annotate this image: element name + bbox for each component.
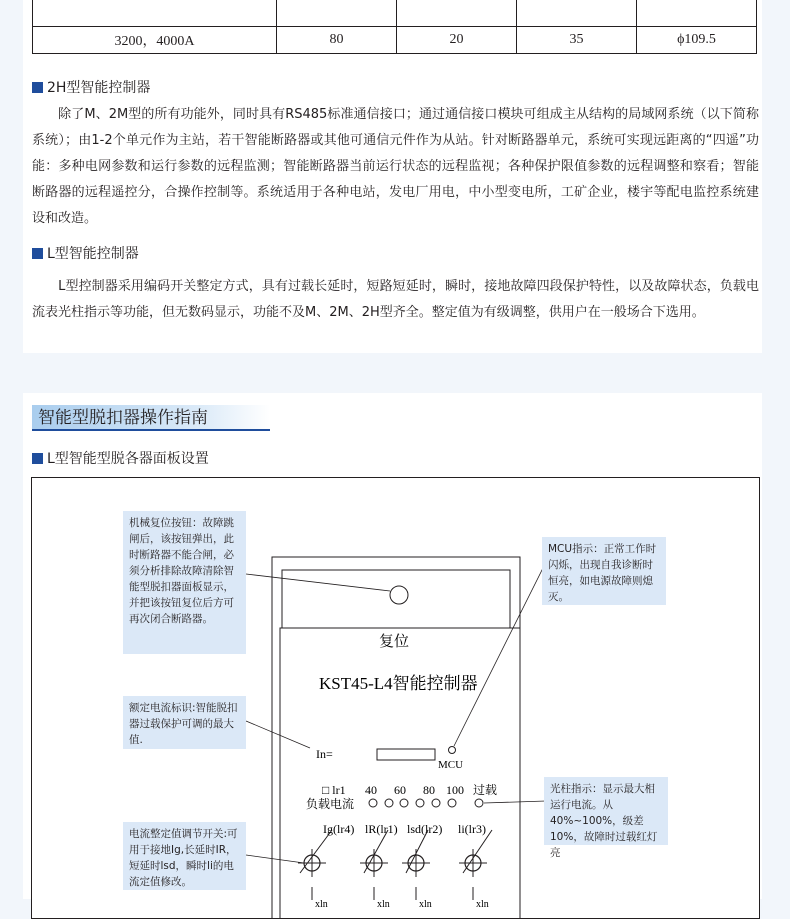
dial-label: li(lr3) [458, 822, 486, 836]
table-row [33, 0, 757, 27]
note-dial-switch: 电流整定值调节开关:可用于接地Ig,长延时IR，短延时lsd，瞬时li的电流定值修改。 [123, 822, 246, 890]
paragraph-l: L型控制器采用编码开关整定方式，具有过载长延时，短路短延时，瞬时，接地故障四段保护特性，以及故障状态，负载电流表光柱指示等功能，但无数码显示，功能不及M、2M、2H型齐全。整定值为有级调整，供用户在一般场合下选用。 [32, 279, 759, 320]
xln-label: xln [419, 899, 432, 910]
scale-prefix: □ lr1 [322, 783, 346, 797]
load-current-label: 负载电流 [306, 797, 355, 811]
reset-label: 复位 [379, 634, 410, 650]
section-heading-2h: 2H型智能控制器 [32, 77, 150, 97]
panel-subheading: L型智能型脱各器面板设置 [32, 448, 209, 468]
scale-tick: 60 [394, 783, 406, 797]
xln-label: xln [476, 899, 489, 910]
reset-knob-icon [390, 586, 408, 604]
table-cell: 35 [517, 27, 637, 54]
guide-title: 智能型脱扣器操作指南 [32, 405, 270, 431]
table-row [33, 27, 757, 54]
note-bar-indicator: 光柱指示：显示最大相运行电流。从40%~100%，级差10%，故障时过载红灯亮 [544, 777, 668, 845]
scale-tick: 100 [446, 783, 464, 797]
scale-tick: 过载 [473, 783, 498, 797]
square-bullet-icon [32, 248, 43, 259]
note-mcu: MCU指示：正常工作时闪烁，出现自我诊断时恒亮，如电源故障则熄灭。 [542, 537, 666, 605]
dial-label: lsd(lr2) [407, 822, 443, 836]
scale-tick: 80 [423, 783, 435, 797]
dial-label: Ig(lr4) [323, 822, 355, 836]
paragraph-2h: 除了M、2M型的所有功能外，同时具有RS485标准通信接口；通过通信接口模块可组成主从结构的局域网系统（以下简称系统）；由1-2个单元作为主站，若干智能断路器或其他可通信元件作为从站。针对断路器单元，系统可实现远距离的“四遥”功能：多种电网参数和运行参数的远程监测；智能断路器当前运行状态的远程监视；各种保护限值参数的远程调整和察看；智能断路器的远程遥控分，合操作控制等。系统适用于各种电站，发电厂用电，中小型变电所，工矿企业，楼宇等配电监控系统建设和改造。 [32, 107, 759, 226]
square-bullet-icon [32, 453, 43, 464]
table-cell: ϕ109.5 [637, 27, 757, 54]
xln-label: xln [377, 899, 390, 910]
in-label: In= [316, 747, 333, 761]
panel-diagram [31, 477, 760, 919]
table-cell: 20 [397, 27, 517, 54]
scale-tick: 40 [365, 783, 377, 797]
load-led-row [369, 799, 483, 807]
square-bullet-icon [32, 82, 43, 93]
section-heading-l: L型智能控制器 [32, 243, 139, 263]
xln-label: xln [315, 899, 328, 910]
note-rated-current: 额定电流标识:智能脱扣器过载保护可调的最大值. [123, 696, 246, 749]
dial-label: lR(lr1) [365, 822, 398, 836]
model-label: KST45-L4智能控制器 [319, 674, 478, 693]
spec-table [32, 0, 757, 54]
mcu-label: MCU [438, 759, 464, 771]
note-reset-button: 机械复位按钮：故障跳闸后，该按钮弹出，此时断路器不能合闸，必须分析排除故障清除智能型脱扣器面板显示，并把该按钮复位后方可再次闭合断路器。 [123, 511, 246, 654]
table-cell: 80 [277, 27, 397, 54]
table-cell: 3200，4000A [33, 27, 277, 54]
mcu-led-icon [449, 747, 456, 754]
